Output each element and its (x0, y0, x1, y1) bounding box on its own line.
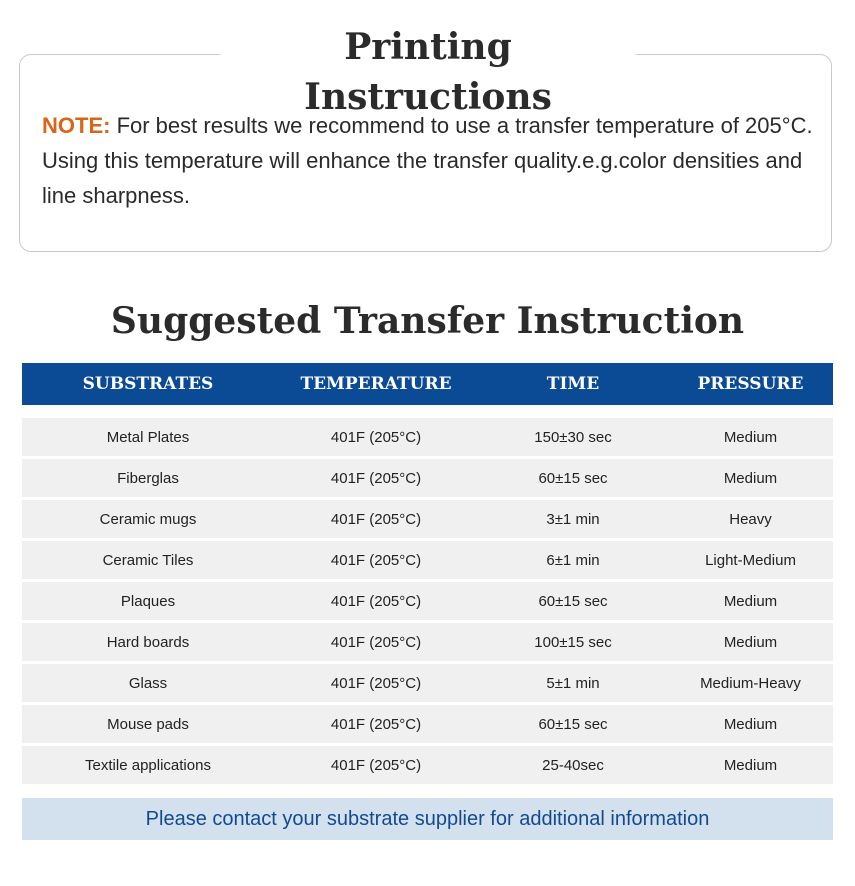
header-pressure: PRESSURE (697, 374, 804, 394)
cell-time: 60±15 sec (538, 592, 608, 610)
cell-pressure: Heavy (729, 510, 772, 528)
cell-pressure: Medium (723, 428, 778, 446)
table-row (22, 418, 833, 456)
table-row (22, 705, 833, 743)
cell-time: 5±1 min (546, 674, 600, 692)
cell-time: 25-40sec (542, 756, 604, 774)
cell-substrate: Glass (128, 674, 168, 692)
cell-time: 60±15 sec (538, 469, 608, 487)
cell-temperature: 401F (205°C) (330, 510, 422, 528)
cell-time: 6±1 min (546, 551, 600, 569)
cell-time: 3±1 min (546, 510, 600, 528)
cell-pressure: Medium (723, 469, 778, 487)
table-header (22, 363, 833, 405)
printing-instructions-title: Printing Instructions (220, 22, 636, 72)
cell-temperature: 401F (205°C) (330, 469, 422, 487)
cell-time: 60±15 sec (538, 715, 608, 733)
note-paragraph (42, 108, 817, 213)
cell-substrate: Textile applications (85, 756, 211, 774)
cell-temperature: 401F (205°C) (330, 551, 422, 569)
cell-pressure: Light-Medium (705, 551, 796, 569)
table-row (22, 459, 833, 497)
header-substrates: SUBSTRATES (82, 374, 214, 394)
cell-pressure: Medium-Heavy (700, 674, 801, 692)
note-body: For best results we recommend to use a transfer temperature of 205°C. Using this temperature will enhance the transfer quality.e.g.color densities and line sharpness. (42, 113, 813, 208)
cell-substrate: Ceramic Tiles (102, 551, 194, 569)
table-row (22, 500, 833, 538)
table-row (22, 582, 833, 620)
cell-substrate: Ceramic mugs (99, 510, 197, 528)
table-row (22, 664, 833, 702)
cell-substrate: Hard boards (106, 633, 190, 651)
cell-substrate: Metal Plates (106, 428, 190, 446)
table-row (22, 541, 833, 579)
cell-substrate: Fiberglas (117, 469, 179, 487)
cell-pressure: Medium (723, 756, 778, 774)
cell-temperature: 401F (205°C) (330, 756, 422, 774)
header-time: TIME (546, 374, 600, 394)
table-row (22, 623, 833, 661)
note-label: NOTE: (42, 113, 111, 138)
cell-pressure: Medium (723, 592, 778, 610)
footer-note: Please contact your substrate supplier for additional information (22, 798, 833, 840)
table-row (22, 746, 833, 784)
cell-pressure: Medium (723, 715, 778, 733)
cell-temperature: 401F (205°C) (330, 592, 422, 610)
header-temperature: TEMPERATURE (300, 374, 452, 394)
cell-temperature: 401F (205°C) (330, 674, 422, 692)
cell-time: 100±15 sec (534, 633, 612, 651)
cell-substrate: Mouse pads (107, 715, 189, 733)
cell-temperature: 401F (205°C) (330, 633, 422, 651)
cell-temperature: 401F (205°C) (330, 715, 422, 733)
cell-pressure: Medium (723, 633, 778, 651)
cell-time: 150±30 sec (534, 428, 612, 446)
cell-temperature: 401F (205°C) (330, 428, 422, 446)
transfer-instruction-title: Suggested Transfer Instruction (110, 300, 745, 342)
table-body (22, 418, 833, 787)
cell-substrate: Plaques (120, 592, 176, 610)
